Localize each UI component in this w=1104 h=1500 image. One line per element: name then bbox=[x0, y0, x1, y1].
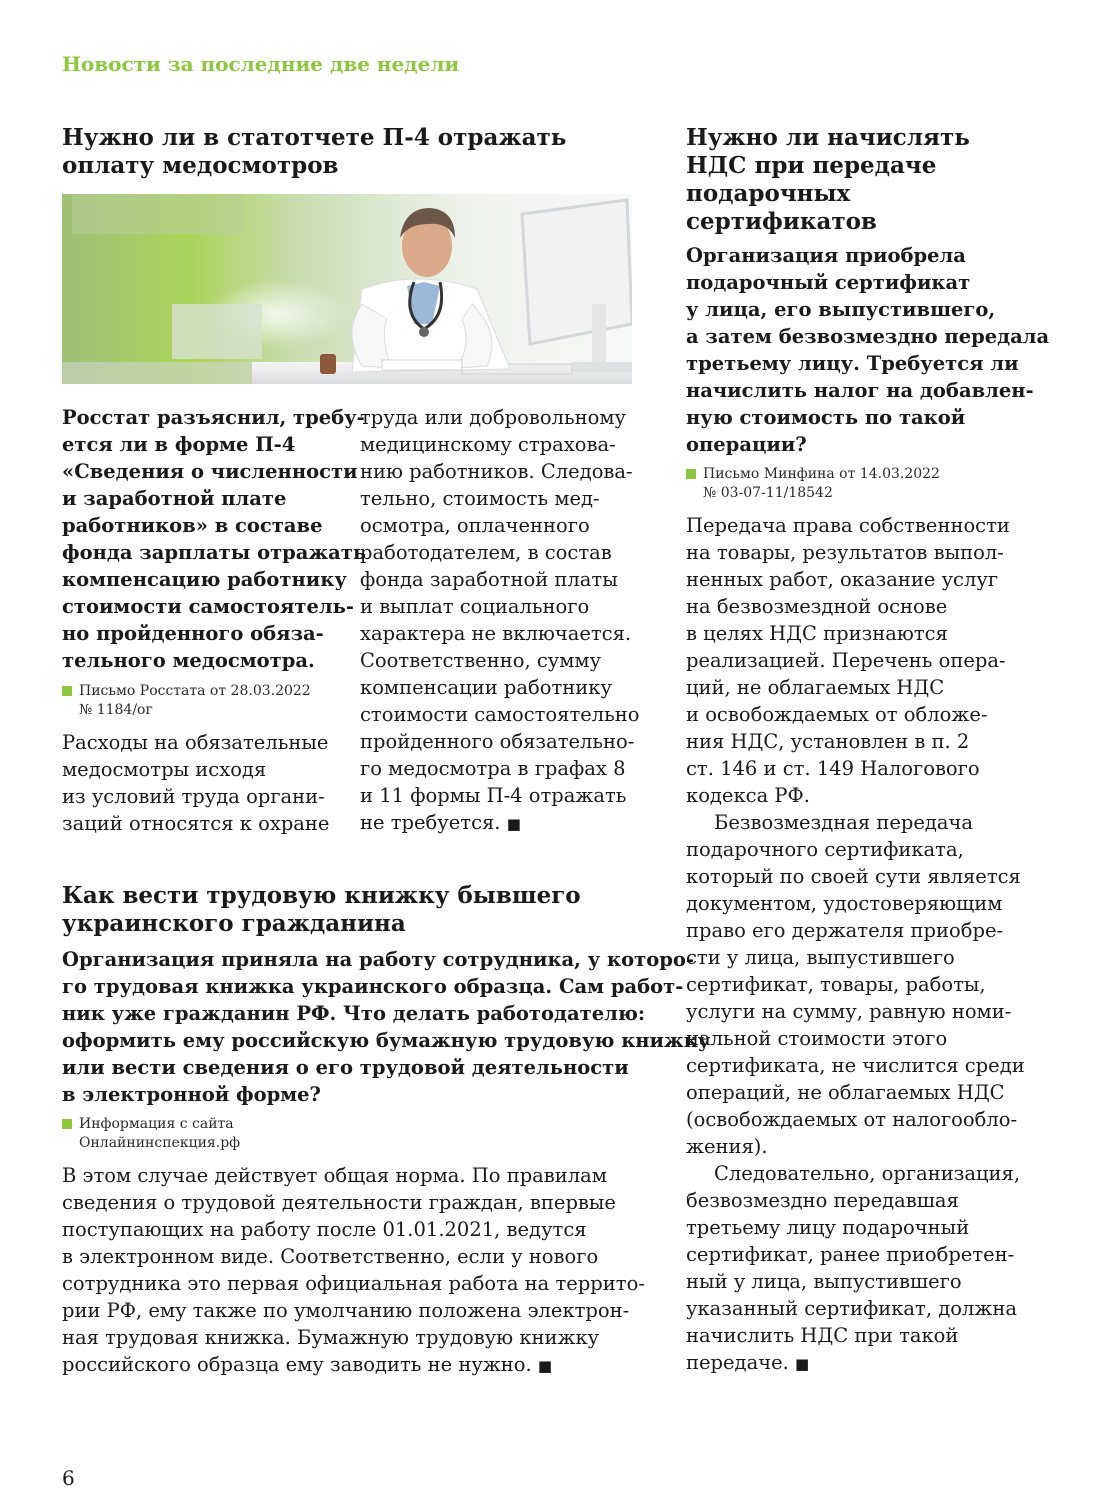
article2-body: В этом случае действует общая норма. По правилам сведения о трудовой деятельности граждан, впервые поступающих на работу после 01.01.2021, ведутся в электронном виде. Соответственно, если у нового сотрудника это первая официальная работа на террито- рии РФ, ему также по умолчанию положена электрон- ная трудовая книжка. Бумажную трудовую книжку российского образца ему заводить не нужно. ■ bbox=[62, 1164, 645, 1376]
article1-body-left: Расходы на обязательные медосмотры исходя из условий труда органи- заций относятся к охране bbox=[62, 731, 330, 835]
article3-lead: Организация приобрела подарочный сертификат у лица, его выпустившего, а затем безвозмездно передала третьему лицу. Требуется ли начислить налог на добавлен- ную стоимость по такой операции? bbox=[686, 244, 1050, 456]
article1-body-right: труда или добровольному медицинскому страхова- нию работников. Следова- тельно, стоимость мед- осмотра, оплаченного работодателем, в состав фонда заработной платы и выплат социального характера не включается. Соответственно, сумму компенсации работнику стоимости самостоятельно пройденного обязательно- го медосмотра в графах 8 и 11 формы П-4 отражать не требуется. ■ bbox=[360, 406, 640, 834]
source-marker-icon bbox=[62, 686, 72, 696]
article2-lead: Организация приняла на работу сотрудника, у которо- го трудовая книжка украинского образца. Сам работ- ник уже гражданин РФ. Что делать работодателю: оформить ему российскую бумажную трудовую книжку или вести сведения о его трудовой деятельности в электронной форме? bbox=[62, 948, 711, 1106]
doctor-photo bbox=[62, 194, 632, 384]
end-mark-icon: ■ bbox=[537, 1357, 553, 1375]
article2-source: Информация с сайта Онлайнинспекция.рф bbox=[62, 1115, 240, 1153]
article1-lead: Росстат разъяснил, требу- ется ли в форме П-4 «Сведения о численности и заработной плате работников» в составе фонда зарплаты отражать компенсацию работнику стоимости самостоятель- но пройденного обяза- тельного медосмотра. bbox=[62, 406, 367, 672]
article3-source: Письмо Минфина от 14.03.2022 № 03-07-11/18542 bbox=[686, 465, 940, 503]
article1-source: Письмо Росстата от 28.03.2022 № 1184/ог bbox=[62, 682, 311, 720]
end-mark-icon: ■ bbox=[795, 1355, 810, 1373]
article1-title: Нужно ли в статотчете П-4 отражать оплату медосмотров bbox=[62, 124, 567, 179]
source-marker-icon bbox=[686, 469, 696, 479]
source-marker-icon bbox=[62, 1119, 72, 1129]
article2-title: Как вести трудовую книжку бывшего украинского гражданина bbox=[62, 882, 581, 937]
article3-title: Нужно ли начислять НДС при передаче подарочных сертификатов bbox=[686, 124, 970, 235]
section-header: Новости за последние две недели bbox=[62, 52, 460, 76]
article3-body: Передача права собственности на товары, результатов выпол- ненных работ, оказание услуг на безвозмездной основе в целях НДС признаются реализацией. Перечень опера- ций, не облагаемых НДС и освобождаемых от обложе- ния НДС, установлен в п. 2 ст. 146 и ст. 149 Налогового кодекса РФ. Безвозмездная передача подарочного сертификата, который по своей сути является документом, удостоверяющим право его держателя приобре- сти у лица, выпустившего сертификат, товары, работы, услуги на сумму, равную номи- нальной стоимости этого сертификата, не числится среди операций, не облагаемых НДС (освобождаемых от налогообло- жения). Следовательно, организация, безвозмездно передавшая третьему лицу подарочный сертификат, ранее приобретен- ный у лица, выпустившего указанный сертификат, должна начислить НДС при такой передаче. ■ bbox=[686, 514, 1025, 1374]
end-mark-icon: ■ bbox=[506, 815, 521, 833]
page-number: 6 bbox=[62, 1466, 75, 1490]
